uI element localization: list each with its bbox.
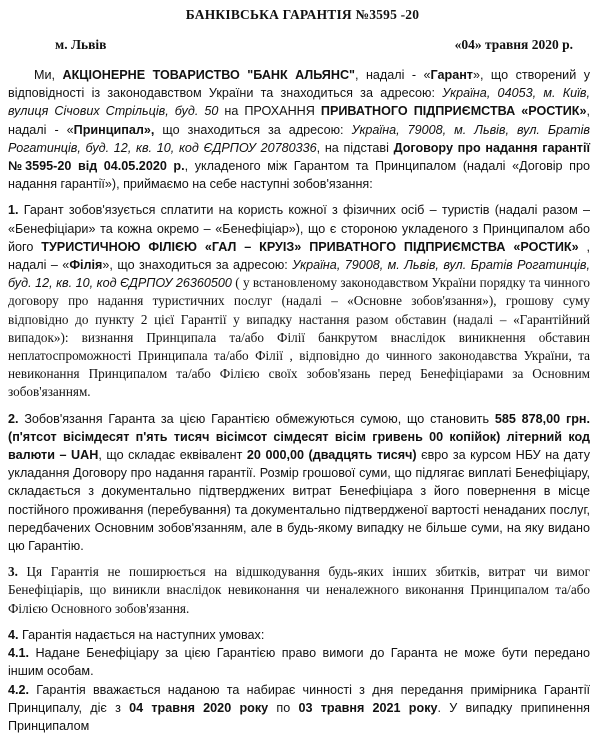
text: , надалі – «: [8, 240, 590, 272]
text: Гарант зобов'язується сплатити на користь кожної з фізичних осіб – туристів (надалі разом – «Бенефіціари» та кожна окремо – «Бенефіціар»), що є стороною укладеного з Принципалом або його: [8, 203, 590, 253]
contract-reference: Договору про надання гарантії №3595-20 від 04.05.2020 р.: [8, 141, 590, 173]
text: , надалі - «: [8, 104, 590, 136]
text: », що створений у відповідності із законодавством України та знаходиться за адресою:: [8, 68, 590, 100]
start-date: 04 травня 2020 року: [129, 701, 268, 715]
text: , що складає еквівалент: [98, 448, 247, 462]
intro-paragraph: [8, 66, 590, 193]
text: Гарантія надається на наступних умовах:: [19, 628, 265, 642]
text: », що знаходиться за адресою:: [102, 258, 292, 272]
branch-address: Україна, 79008, м. Львів, вул. Братів Рогатинців, буд. 12, кв. 10, код ЄДРПОУ 26360500: [8, 258, 590, 290]
principal-term: Принципал»,: [74, 123, 155, 137]
clause-number: 4.1.: [8, 646, 29, 660]
place-of-issue: м. Львів: [55, 36, 106, 54]
text: , укладеного між Гарантом та Принципалом (надалі «Договір про надання гарантії»), приймаємо на себе наступні зобов'язання:: [8, 159, 590, 191]
text: , на підставі: [317, 141, 394, 155]
clause-3: [8, 563, 590, 618]
text: Ця Гарантія не поширюється на відшкодування будь-яких інших збитків, витрат чи вимог Бенефіціарів, що виникли внаслідок невиконання чи неналежного виконання Принципалом та/або Філією Основного зобов'язання.: [8, 564, 590, 615]
bank-address: Україна, 04053, м. Київ, вулиця Січових Стрільців, буд. 50: [8, 86, 590, 118]
issue-date: «04» травня 2020 р.: [455, 36, 573, 54]
text: Надане Бенефіціару за цією Гарантією право вимоги до Гаранта не може бути передано іншим особам.: [8, 646, 590, 678]
text: . У випадку припинення Принципалом: [8, 701, 590, 733]
text: по: [268, 701, 298, 715]
clause-number: 1.: [8, 203, 19, 217]
principal-name: ПРИВАТНОГО ПІДПРИЄМСТВА «РОСТИК»: [321, 104, 587, 118]
document-body: [8, 66, 590, 735]
clause-number: 4.2.: [8, 683, 29, 697]
end-date: 03 травня 2021 року: [298, 701, 437, 715]
clause-4: [8, 626, 590, 644]
clause-4-1: [8, 644, 590, 680]
bank-name: АКЦІОНЕРНЕ ТОВАРИСТВО "БАНК АЛЬЯНС": [62, 68, 355, 82]
guarantee-amount: 585 878,00 грн. (п'ятсот вісімдесят п'ять тисяч вісімсот сімдесят вісім гривень 00 копійок) літерний код валюти – UAH: [8, 412, 590, 462]
text: євро за курсом НБУ на дату укладання Договору про надання гарантії. Розмір грошової суми, що підлягає виплаті Бенефіціару, складається з документально підтверджених витрат Бенефіціара з його повернення в місце постійного проживання (перебування) та документально підтвердженої вартості ненаданих послуг, передбачених Основним зобов'язанням, але в будь-якому випадку не більше суми, на яку видано цю Гарантію.: [8, 448, 590, 553]
clause-4-2: [8, 681, 590, 735]
text: Гарантія вважається наданою та набирає чинності з дня передання примірника Гарантії Принципалу, діє з: [8, 683, 590, 715]
document-title: БАНКІВСЬКА ГАРАНТІЯ №3595 -20: [0, 6, 605, 24]
clause-number: 3.: [8, 564, 18, 579]
clause-number: 4.: [8, 628, 19, 642]
text: Зобов'язання Гаранта за цією Гарантією обмежуються сумою, що становить: [19, 412, 495, 426]
clause-1: [8, 201, 590, 401]
principal-address: Україна, 79008, м. Львів, вул. Братів Рогатинців, буд. 12, кв. 10, код ЄДРПОУ 20780336: [8, 123, 590, 155]
text: що знаходиться за адресою:: [154, 123, 351, 137]
clause-2: [8, 410, 590, 556]
text: на ПРОХАННЯ: [218, 104, 321, 118]
guarant-term: Гарант: [431, 68, 473, 82]
branch-name: ТУРИСТИЧНОЮ ФІЛІЄЮ «ГАЛ – КРУІЗ» ПРИВАТНОГО ПІДПРИЄМСТВА «РОСТИК»: [41, 240, 578, 254]
text: ( у встановленому законодавством України порядку та чинного договору про надання туристичних послуг (надалі – «Основне зобов'язання»), грошову суму відповідно до пункту 2 цієї Гарантії у випадку настання разом обставин (надалі – «Гарантійний випадок»): визнання Принципала та/або Філії банкрутом внаслідок виникнення обставин неплатоспроможності Принципала та/або Філії , відповідно до чинного законодавства України, та невиконання Принципалом та/або Філією своїх зобов'язань перед Бенефіціарами за Основним зобов'язанням.: [8, 275, 590, 399]
euro-equivalent: 20 000,00 (двадцять тисяч): [247, 448, 417, 462]
branch-term: Філія: [69, 258, 102, 272]
text: , надалі - «: [355, 68, 431, 82]
clause-number: 2.: [8, 412, 19, 426]
text: Ми,: [34, 68, 62, 82]
